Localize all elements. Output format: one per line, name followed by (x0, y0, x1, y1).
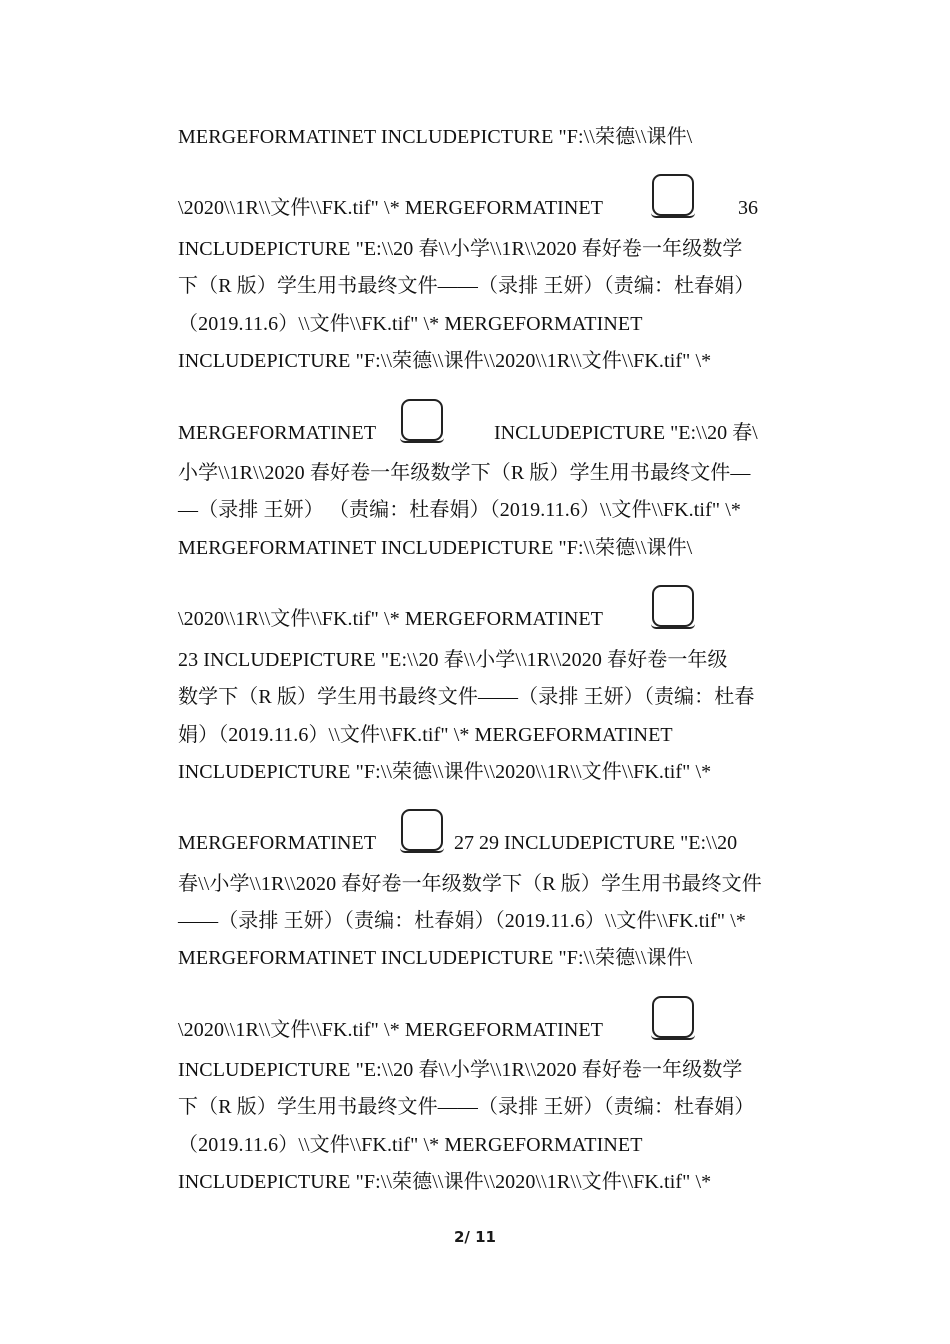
text-line: \2020\\1R\\文件\\FK.tif" \* MERGEFORMATINET (178, 1019, 604, 1041)
text-line: （2019.11.6）\\文件\\FK.tif" \* MERGEFORMATINET (178, 313, 643, 335)
text-line: 27 29 INCLUDEPICTURE "E:\\20 (454, 832, 738, 854)
answer-box-icon (652, 174, 694, 216)
text-line: \2020\\1R\\文件\\FK.tif" \* MERGEFORMATINET (178, 608, 604, 630)
text-line: INCLUDEPICTURE "E:\\20 春\\小学\\1R\\2020 春好卷一年级数学 (178, 238, 743, 260)
text-line: —（录排 王妍） （责编：杜春娟）（2019.11.6）\\文件\\FK.tif" \* (178, 499, 741, 521)
text-line: \2020\\1R\\文件\\FK.tif" \* MERGEFORMATINET (178, 197, 604, 219)
text-line: INCLUDEPICTURE "E:\\20 春\ (494, 422, 758, 444)
text-line: MERGEFORMATINET (178, 422, 377, 444)
text-line: MERGEFORMATINET (178, 832, 377, 854)
answer-box-icon (652, 996, 694, 1038)
number-label: 36 (738, 197, 758, 219)
text-line: 23 INCLUDEPICTURE "E:\\20 春\\小学\\1R\\2020 春好卷一年级 (178, 649, 728, 671)
text-line: 春\\小学\\1R\\2020 春好卷一年级数学下（R 版）学生用书最终文件 (178, 873, 762, 895)
text-line: MERGEFORMATINET INCLUDEPICTURE "F:\\荣德\\课件\ (178, 947, 693, 969)
text-line: INCLUDEPICTURE "F:\\荣德\\课件\\2020\\1R\\文件\\FK.tif" \* (178, 1171, 712, 1193)
text-line: MERGEFORMATINET INCLUDEPICTURE "F:\\荣德\\课件\ (178, 537, 693, 559)
text-line: 娟）（2019.11.6）\\文件\\FK.tif" \* MERGEFORMATINET (178, 724, 673, 746)
text-line: INCLUDEPICTURE "F:\\荣德\\课件\\2020\\1R\\文件\\FK.tif" \* (178, 350, 712, 372)
answer-box-icon (401, 809, 443, 851)
text-line: 下（R 版）学生用书最终文件——（录排 王妍）（责编：杜春娟） (178, 1096, 755, 1118)
text-line: ——（录排 王妍）（责编：杜春娟）（2019.11.6）\\文件\\FK.tif" \* (178, 910, 746, 932)
text-line: 小学\\1R\\2020 春好卷一年级数学下（R 版）学生用书最终文件— (178, 462, 751, 484)
text-line: （2019.11.6）\\文件\\FK.tif" \* MERGEFORMATINET (178, 1134, 643, 1156)
text-line: 数学下（R 版）学生用书最终文件——（录排 王妍）（责编：杜春 (178, 686, 755, 708)
text-line: INCLUDEPICTURE "F:\\荣德\\课件\\2020\\1R\\文件\\FK.tif" \* (178, 761, 712, 783)
text-line: MERGEFORMATINET INCLUDEPICTURE "F:\\荣德\\课件\ (178, 126, 693, 148)
text-line: INCLUDEPICTURE "E:\\20 春\\小学\\1R\\2020 春好卷一年级数学 (178, 1059, 743, 1081)
answer-box-icon (401, 399, 443, 441)
page-number: 2/ 11 (453, 1228, 496, 1246)
text-line: 下（R 版）学生用书最终文件——（录排 王妍）（责编：杜春娟） (178, 275, 755, 297)
answer-box-icon (652, 585, 694, 627)
